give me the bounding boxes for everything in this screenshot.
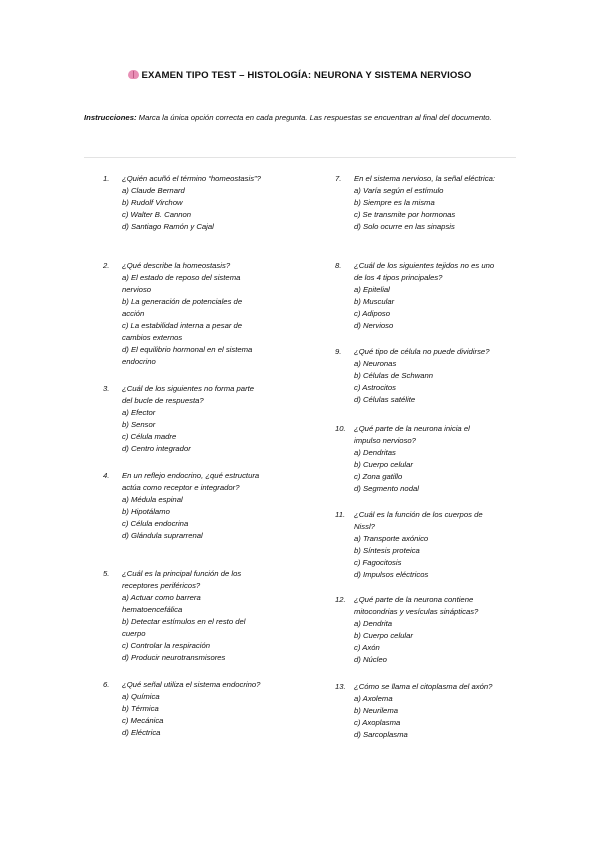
answer-option[interactable]: d) El equilibrio hormonal en el sistema endocrino — [122, 345, 253, 366]
answer-option[interactable]: d) Solo ocurre en las sinapsis — [354, 222, 455, 231]
answer-option[interactable]: a) Axolema — [354, 694, 393, 703]
question-text: ¿Cuál de los siguientes no forma parte del bucle de respuesta? — [122, 384, 255, 405]
brain-icon — [128, 70, 139, 79]
answer-option[interactable]: a) Transporte axónico — [354, 534, 429, 543]
question-text: ¿Cuál es la principal función de los receptores periféricos? — [122, 569, 242, 590]
question-text: ¿Qué parte de la neurona inicia el impulso nervioso? — [354, 424, 470, 445]
answer-option[interactable]: c) Se transmite por hormonas — [354, 210, 456, 219]
question-body — [354, 260, 495, 332]
answer-option[interactable]: c) La estabilidad interna a pesar de cambios externos — [122, 321, 243, 342]
question-text: ¿Cuál es la función de los cuerpos de Nissl? — [354, 510, 483, 531]
answer-option[interactable]: c) Axón — [354, 643, 380, 652]
question-body — [122, 260, 263, 368]
question-number: 6. — [103, 680, 110, 689]
answer-option[interactable]: a) Médula espinal — [122, 495, 183, 504]
question-number: 3. — [103, 384, 110, 393]
question-7 — [335, 173, 495, 233]
question-number: 9. — [335, 347, 342, 356]
question-9 — [335, 346, 495, 406]
question-number: 7. — [335, 174, 342, 183]
answer-option[interactable]: d) Núcleo — [354, 655, 387, 664]
question-2 — [103, 260, 263, 368]
answer-option[interactable]: b) Detectar estímulos en el resto del cuerpo — [122, 617, 246, 638]
answer-option[interactable]: b) Rudolf Virchow — [122, 198, 183, 207]
question-13 — [335, 681, 495, 741]
question-text: ¿Qué señal utiliza el sistema endocrino? — [122, 680, 261, 689]
question-text: ¿Qué parte de la neurona contiene mitocondrias y vesículas sinápticas? — [354, 595, 479, 616]
answer-option[interactable]: b) La generación de potenciales de acción — [122, 297, 243, 318]
answer-option[interactable]: c) Astrocitos — [354, 383, 397, 392]
answer-option[interactable]: a) Dendritas — [354, 448, 396, 457]
answer-option[interactable]: b) Térmica — [122, 704, 159, 713]
answer-option[interactable]: d) Segmento nodal — [354, 484, 419, 493]
question-body — [122, 470, 263, 542]
answer-option[interactable]: c) Zona gatillo — [354, 472, 403, 481]
question-text: ¿Cuál de los siguientes tejidos no es uno de los 4 tipos principales? — [354, 261, 495, 282]
divider — [84, 157, 516, 158]
answer-option[interactable]: d) Santiago Ramón y Cajal — [122, 222, 214, 231]
question-body — [354, 594, 495, 666]
answer-option[interactable]: d) Eléctrica — [122, 728, 161, 737]
answer-option[interactable]: a) Claude Bernard — [122, 186, 185, 195]
question-5 — [103, 568, 263, 664]
answer-option[interactable]: b) Cuerpo celular — [354, 631, 413, 640]
question-12 — [335, 594, 495, 666]
answer-option[interactable]: a) Varía según el estímulo — [354, 186, 444, 195]
answer-option[interactable]: b) Síntesis proteica — [354, 546, 420, 555]
question-number: 5. — [103, 569, 110, 578]
question-body — [354, 423, 495, 495]
answer-option[interactable]: b) Cuerpo celular — [354, 460, 413, 469]
question-body — [354, 681, 495, 741]
instructions — [84, 112, 524, 123]
answer-option[interactable]: b) Neurilema — [354, 706, 399, 715]
exam-title — [0, 70, 599, 81]
question-text: En el sistema nervioso, la señal eléctrica: — [354, 174, 496, 183]
answer-option[interactable]: d) Células satélite — [354, 395, 416, 404]
question-4 — [103, 470, 263, 542]
answer-option[interactable]: d) Centro integrador — [122, 444, 191, 453]
answer-option[interactable]: c) Mecánica — [122, 716, 164, 725]
answer-option[interactable]: b) Sensor — [122, 420, 156, 429]
question-body — [122, 568, 263, 664]
answer-option[interactable]: c) Controlar la respiración — [122, 641, 211, 650]
answer-option[interactable]: c) Axoplasma — [354, 718, 401, 727]
answer-option[interactable]: a) Epitelial — [354, 285, 390, 294]
answer-option[interactable]: b) Células de Schwann — [354, 371, 434, 380]
answer-option[interactable]: d) Nervioso — [354, 321, 394, 330]
question-text: ¿Cómo se llama el citoplasma del axón? — [354, 682, 493, 691]
question-3 — [103, 383, 263, 455]
instructions-text: Marca la única opción correcta en cada pregunta. Las respuestas se encuentran al final del documento. — [136, 113, 492, 122]
answer-option[interactable]: c) Walter B. Cannon — [122, 210, 192, 219]
question-number: 8. — [335, 261, 342, 270]
answer-option[interactable]: c) Célula madre — [122, 432, 177, 441]
exam-title-text: EXAMEN TIPO TEST – HISTOLOGÍA: NEURONA Y SISTEMA NERVIOSO — [141, 70, 472, 81]
answer-option[interactable]: d) Sarcoplasma — [354, 730, 408, 739]
question-6 — [103, 679, 263, 739]
answer-option[interactable]: a) Química — [122, 692, 160, 701]
question-11 — [335, 509, 495, 581]
question-number: 4. — [103, 471, 110, 480]
answer-option[interactable]: b) Siempre es la misma — [354, 198, 435, 207]
answer-option[interactable]: a) El estado de reposo del sistema nervioso — [122, 273, 241, 294]
answer-option[interactable]: c) Fagocitosis — [354, 558, 402, 567]
answer-option[interactable]: a) Dendrita — [354, 619, 393, 628]
question-number: 1. — [103, 174, 110, 183]
instructions-label: Instrucciones: — [84, 113, 137, 122]
answer-option[interactable]: a) Neuronas — [354, 359, 397, 368]
answer-option[interactable]: c) Célula endocrina — [122, 519, 189, 528]
question-body — [354, 509, 495, 581]
question-number: 2. — [103, 261, 110, 270]
answer-option[interactable]: d) Impulsos eléctricos — [354, 570, 429, 579]
question-text: ¿Quién acuñó el término “homeostasis”? — [122, 174, 261, 183]
answer-option[interactable]: d) Glándula suprarrenal — [122, 531, 203, 540]
answer-option[interactable]: a) Actuar como barrera hematoencefálica — [122, 593, 201, 614]
question-8 — [335, 260, 495, 332]
question-10 — [335, 423, 495, 495]
question-number: 13. — [335, 682, 346, 691]
answer-option[interactable]: b) Hipotálamo — [122, 507, 170, 516]
question-number: 10. — [335, 424, 346, 433]
question-body — [122, 383, 263, 455]
answer-option[interactable]: c) Adiposo — [354, 309, 391, 318]
question-number: 11. — [335, 510, 346, 519]
question-text: ¿Qué describe la homeostasis? — [122, 261, 231, 270]
question-text: ¿Qué tipo de célula no puede dividirse? — [354, 347, 490, 356]
question-body — [354, 173, 495, 233]
answer-option[interactable]: b) Muscular — [354, 297, 395, 306]
question-text: En un reflejo endocrino, ¿qué estructura actúa como receptor e integrador? — [122, 471, 260, 492]
question-body — [122, 679, 263, 739]
question-number: 12. — [335, 595, 346, 604]
answer-option[interactable]: a) Efector — [122, 408, 156, 417]
question-body — [122, 173, 263, 233]
question-body — [354, 346, 495, 406]
answer-option[interactable]: d) Producir neurotransmisores — [122, 653, 226, 662]
question-1 — [103, 173, 263, 233]
